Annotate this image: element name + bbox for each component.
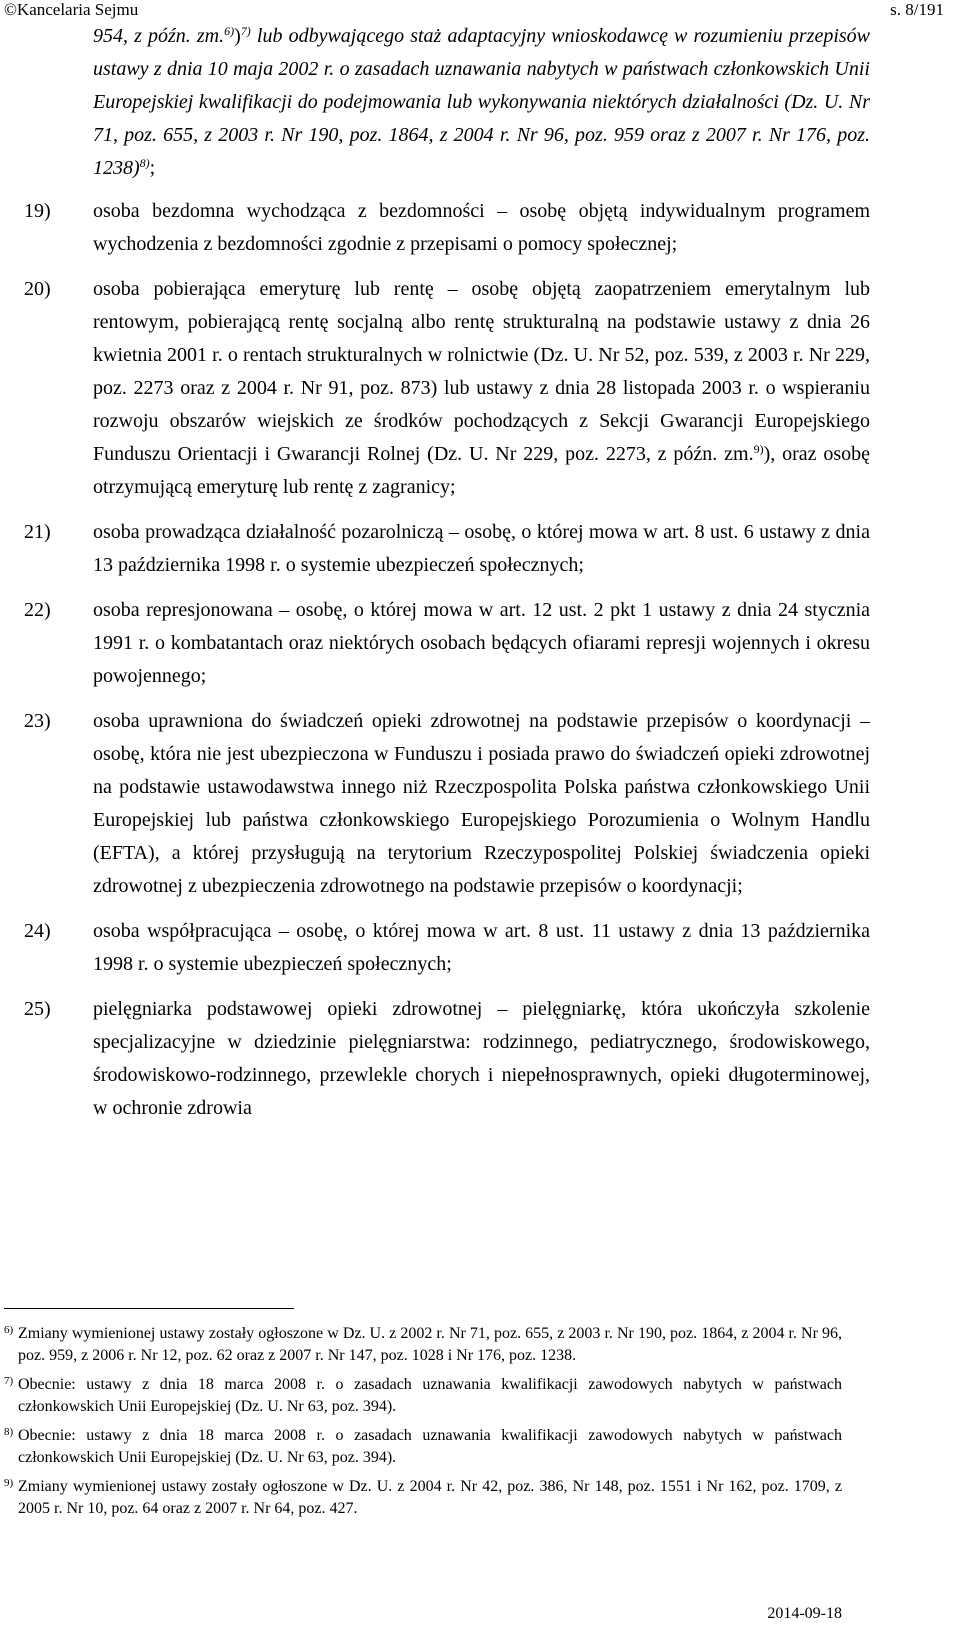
list-item-25 — [24, 993, 870, 1125]
item-text: osoba represjonowana – osobę, o której mowa w art. 12 ust. 2 pkt 1 ustawy z dnia 24 stycznia 1991 r. o kombatantach oraz niektórych osobach będących ofiarami represji wojennych i okresu powojennego; — [93, 599, 870, 687]
footnotes — [4, 1323, 842, 1527]
footnote-ref-6[interactable]: 6) — [224, 24, 235, 38]
continuation-text-1: 954, z późn. zm. — [93, 25, 225, 47]
list-item-21 — [24, 516, 870, 582]
item-text: osoba współpracująca – osobę, o której mowa w art. 8 ust. 11 ustawy z dnia 13 października 1998 r. o systemie ubezpieczeń społecznych; — [93, 920, 870, 975]
footnote-ref-9[interactable]: 9) — [753, 442, 764, 456]
item-number: 24) — [24, 920, 51, 942]
item-number: 19) — [24, 200, 51, 222]
document-body — [24, 20, 870, 1125]
item-number: 22) — [24, 599, 51, 621]
footnote-7 — [4, 1374, 842, 1418]
footnote-6 — [4, 1323, 842, 1367]
continuation-paragraph — [24, 20, 870, 185]
list-item-19 — [24, 195, 870, 261]
footnote-text: Zmiany wymienionej ustawy zostały ogłoszone w Dz. U. z 2002 r. Nr 71, poz. 655, z 2003 r. Nr 190, poz. 1864, z 2004 r. Nr 96, poz. 959, z 2006 r. Nr 12, poz. 62 oraz z 2007 r. Nr 147, poz. 1028 i Nr 176, poz. 1238. — [18, 1325, 842, 1364]
footnote-ref-8[interactable]: 8) — [139, 156, 150, 170]
footnote-separator — [4, 1308, 294, 1309]
footer-date: 2014-09-18 — [767, 1605, 842, 1622]
footnote-mark: 8) — [4, 1426, 14, 1438]
item-number: 20) — [24, 278, 51, 300]
footnote-ref-7[interactable]: 7) — [240, 24, 251, 38]
footnote-mark: 6) — [4, 1324, 14, 1336]
footnote-text: Zmiany wymienionej ustawy zostały ogłoszone w Dz. U. z 2004 r. Nr 42, poz. 386, Nr 148, poz. 1551 i Nr 162, poz. 1709, z 2005 r. Nr 10, poz. 64 oraz z 2007 r. Nr 64, poz. 427. — [18, 1478, 842, 1517]
header-copyright: ©Kancelaria Sejmu — [4, 0, 139, 19]
item-text-b: ), oraz osobę otrzymującą emeryturę lub rentę z zagranicy; — [93, 443, 871, 498]
footnote-text: Obecnie: ustawy z dnia 18 marca 2008 r. o zasadach uznawania kwalifikacji zawodowych nabytych w państwach członkowskich Unii Europejskiej (Dz. U. Nr 63, poz. 394). — [18, 1427, 842, 1466]
footnote-9 — [4, 1476, 842, 1520]
list-item-22 — [24, 594, 870, 693]
footnote-mark: 7) — [4, 1375, 14, 1387]
item-text: pielęgniarka podstawowej opieki zdrowotnej – pielęgniarkę, która ukończyła szkolenie specjalizacyjne w dziedzinie pielęgniarstwa: rodzinnego, pediatrycznego, środowiskowego, środowiskowo-rodzinnego, przewlekle chorych i niepełnosprawnych, opieki długoterminowej, w ochronie zdrowia — [93, 998, 870, 1119]
footnote-text: Obecnie: ustawy z dnia 18 marca 2008 r. o zasadach uznawania kwalifikacji zawodowych nabytych w państwach członkowskich Unii Europejskiej (Dz. U. Nr 63, poz. 394). — [18, 1376, 842, 1415]
item-number: 23) — [24, 710, 51, 732]
continuation-text-3: lub odbywającego staż adaptacyjny wnioskodawcę w rozumieniu przepisów ustawy z dnia 10 maja 2002 r. o zasadach uznawania nabytych w państwach członkowskich Unii Europejskiej kwalifikacji do podejmowania lub wykonywania niektórych działalności (Dz. U. Nr 71, poz. 655, z 2003 r. Nr 190, poz. 1864, z 2004 r. Nr 96, poz. 959 oraz z 2007 r. Nr 176, poz. 1238) — [93, 25, 870, 179]
item-text-a: osoba pobierająca emeryturę lub rentę – osobę objętą zaopatrzeniem emerytalnym lub rentowym, pobierającą rentę socjalną albo rentę strukturalną na podstawie ustawy z dnia 26 kwietnia 2001 r. o rentach strukturalnych w rolnictwie (Dz. U. Nr 52, poz. 539, z 2003 r. Nr 229, poz. 2273 oraz z 2004 r. Nr 91, poz. 873) lub ustawy z dnia 28 listopada 2003 r. o wspieraniu rozwoju obszarów wiejskich ze środków pochodzących z Sekcji Gwarancji Europejskiego Funduszu Orientacji i Gwarancji Rolnej (Dz. U. Nr 229, poz. 2273, z późn. zm. — [93, 278, 870, 465]
list-item-24 — [24, 915, 870, 981]
item-text: osoba prowadząca działalność pozarolniczą – osobę, o której mowa w art. 8 ust. 6 ustawy z dnia 13 października 1998 r. o systemie ubezpieczeń społecznych; — [93, 521, 870, 576]
item-text: osoba bezdomna wychodząca z bezdomności – osobę objętą indywidualnym programem wychodzenia z bezdomności zgodnie z przepisami o pomocy społecznej; — [93, 200, 870, 255]
footnote-mark: 9) — [4, 1477, 14, 1489]
continuation-text-4: ; — [149, 157, 156, 179]
continuation-text-2: ) — [234, 25, 241, 47]
item-number: 25) — [24, 998, 51, 1020]
footnote-8 — [4, 1425, 842, 1469]
item-number: 21) — [24, 521, 51, 543]
list-item-23 — [24, 705, 870, 903]
page-number: s. 8/191 — [890, 0, 944, 19]
list-item-20 — [24, 273, 870, 504]
item-text: osoba uprawniona do świadczeń opieki zdrowotnej na podstawie przepisów o koordynacji – osobę, która nie jest ubezpieczona w Funduszu i posiada prawo do świadczeń opieki zdrowotnej na podstawie ustawodawstwa innego niż Rzeczpospolita Polska państwa członkowskiego Unii Europejskiej lub państwa członkowskiego Europejskiego Porozumienia o Wolnym Handlu (EFTA), a której przysługują na terytorium Rzeczypospolitej Polskiej świadczenia opieki zdrowotnej z ubezpieczenia zdrowotnego na podstawie przepisów o koordynacji; — [93, 710, 870, 897]
